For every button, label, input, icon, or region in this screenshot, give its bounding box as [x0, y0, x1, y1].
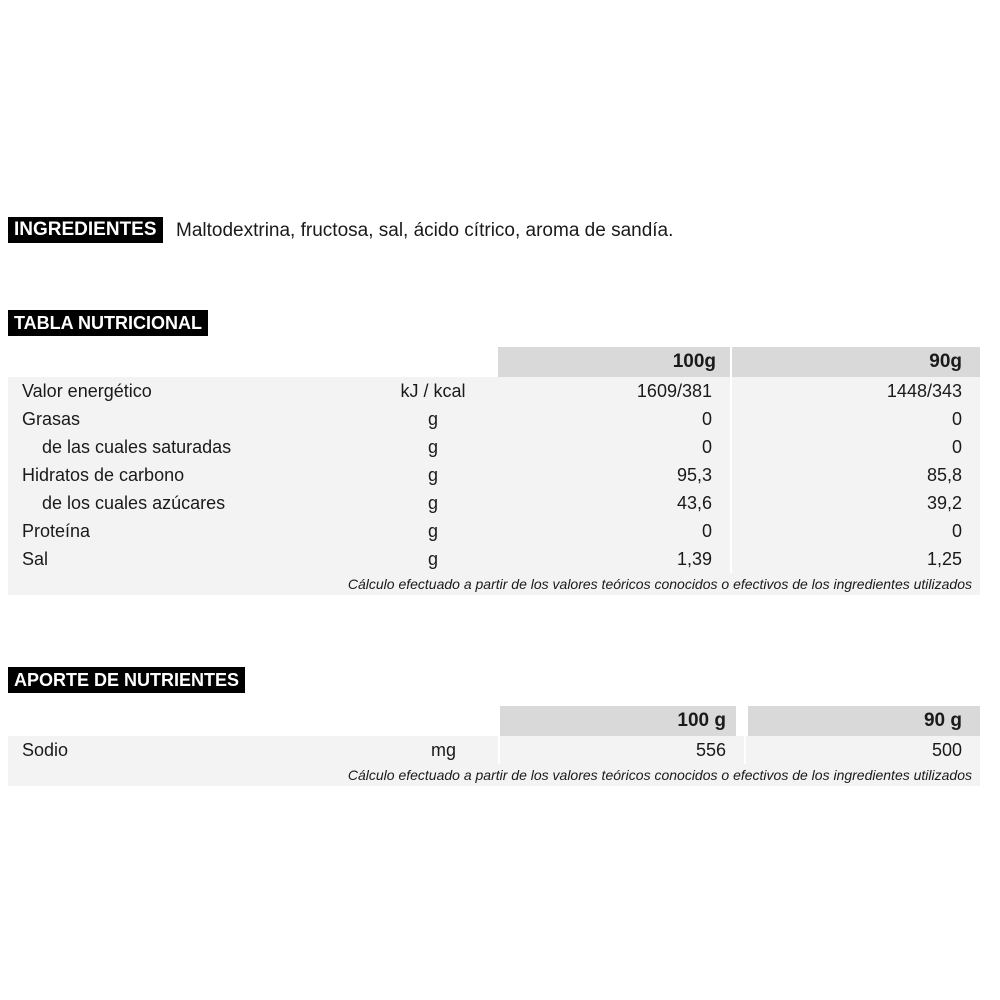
- row-unit: g: [427, 549, 438, 569]
- row-value-100g: 43,6: [676, 493, 712, 513]
- row-unit: g: [427, 521, 438, 541]
- row-name: Proteína: [22, 521, 91, 541]
- nutrients-table: [8, 706, 980, 786]
- row-unit: g: [427, 493, 438, 513]
- row-value-100g: 1,39: [676, 549, 712, 569]
- row-value-100g: 95,3: [676, 465, 712, 485]
- calculation-footnote: Cálculo efectuado a partir de los valores teóricos conocidos o efectivos de los ingredientes utilizados: [347, 767, 972, 783]
- row-value-90g: 0: [951, 437, 962, 457]
- row-value-90g: 500: [931, 740, 962, 760]
- row-value-90g: 0: [951, 521, 962, 541]
- ingredients-text: Maltodextrina, fructosa, sal, ácido cítrico, aroma de sandía.: [176, 220, 674, 241]
- nutrition-table-header: [8, 347, 980, 377]
- row-name: Hidratos de carbono: [22, 465, 185, 485]
- row-unit: g: [427, 437, 438, 457]
- table-footnote-row: [8, 764, 980, 786]
- row-name: Sal: [22, 549, 49, 569]
- row-value-100g: 0: [701, 437, 712, 457]
- header-col-90g: 90g: [732, 347, 980, 377]
- calculation-footnote: Cálculo efectuado a partir de los valores teóricos conocidos o efectivos de los ingredientes utilizados: [347, 576, 972, 592]
- row-value-90g: 1448/343: [886, 381, 962, 401]
- row-unit: mg: [430, 740, 456, 760]
- row-value-100g: 0: [701, 409, 712, 429]
- row-name: de las cuales saturadas: [42, 437, 232, 457]
- row-unit: kJ / kcal: [400, 381, 466, 401]
- row-value-100g: 556: [695, 740, 726, 760]
- row-name: Sodio: [22, 740, 69, 760]
- row-value-90g: 0: [951, 409, 962, 429]
- header-col-100g: 100g: [498, 347, 730, 377]
- nutrients-table-title: APORTE DE NUTRIENTES: [8, 667, 245, 693]
- nutrition-table-title: TABLA NUTRICIONAL: [8, 310, 208, 336]
- ingredients-label: INGREDIENTES: [8, 217, 163, 243]
- table-row: [8, 517, 980, 545]
- table-row: [8, 736, 980, 764]
- row-value-90g: 1,25: [926, 549, 962, 569]
- nutrients-table-header: [8, 706, 980, 736]
- row-unit: g: [427, 465, 438, 485]
- row-value-100g: 1609/381: [636, 381, 712, 401]
- table-row: [8, 377, 980, 405]
- row-name: Valor energético: [22, 381, 152, 401]
- header-col-90g: 90 g: [748, 706, 980, 736]
- row-name: Grasas: [22, 409, 81, 429]
- table-footnote-row: [8, 573, 980, 595]
- row-name: de los cuales azúcares: [42, 493, 226, 513]
- table-row: [8, 461, 980, 489]
- table-row: [8, 433, 980, 461]
- table-row: [8, 489, 980, 517]
- table-row: [8, 405, 980, 433]
- row-value-100g: 0: [701, 521, 712, 541]
- header-col-100g: 100 g: [500, 706, 736, 736]
- nutrition-table: [8, 347, 980, 595]
- row-unit: g: [427, 409, 438, 429]
- table-row: [8, 545, 980, 573]
- row-value-90g: 85,8: [926, 465, 962, 485]
- row-value-90g: 39,2: [926, 493, 962, 513]
